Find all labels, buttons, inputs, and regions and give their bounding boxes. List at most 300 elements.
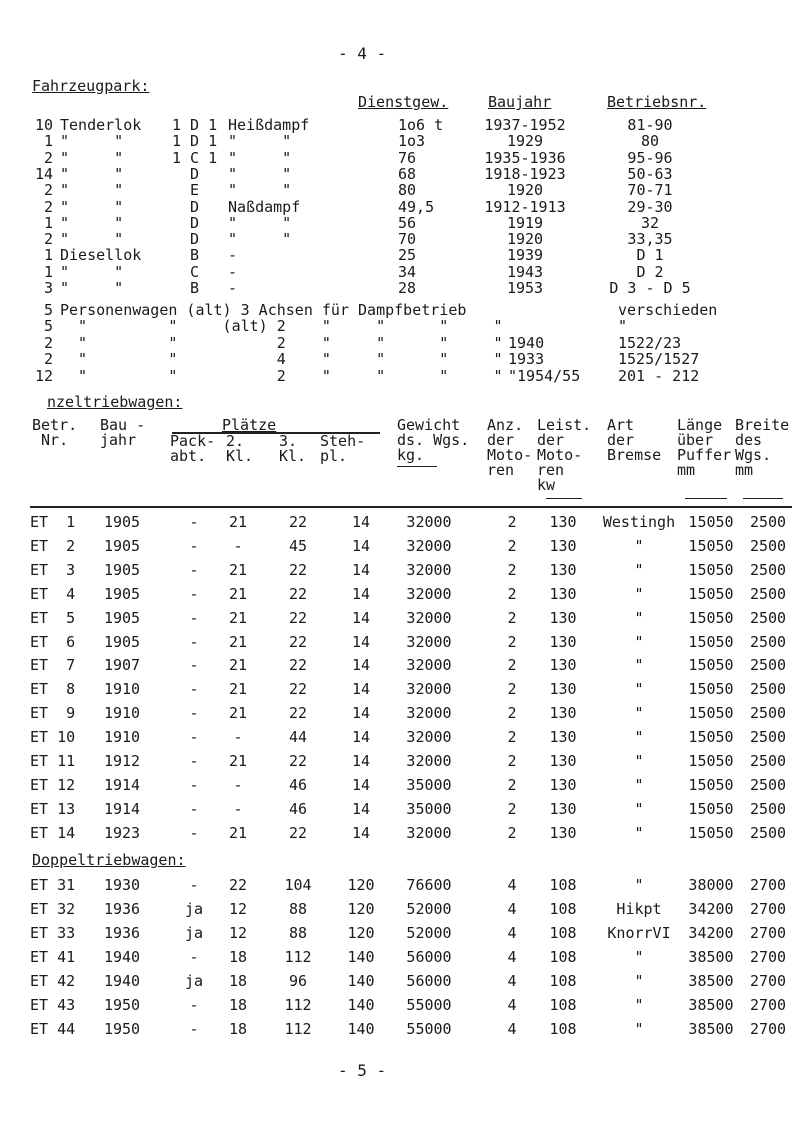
fleet-row-count: 2 xyxy=(43,197,53,216)
railcar-cell-motors: 2 xyxy=(507,608,517,627)
railcar-cell-weight: 32000 xyxy=(406,680,452,699)
railcar-cell-year: 1907 xyxy=(103,656,141,675)
fleet-row-numbers: D 3 - D 5 xyxy=(609,279,691,297)
railcar-cell-weight: 32000 xyxy=(406,608,452,627)
fleet-row-weight: 25 xyxy=(398,246,417,265)
fleet-row-wheel: 1 D 1 xyxy=(172,132,218,151)
railcar-cell-motors: 2 xyxy=(507,752,517,770)
fleet-row-count: 3 xyxy=(43,279,53,297)
double-railcar-cell-width: 2700 xyxy=(749,924,787,942)
double-railcar-cell-pack: - xyxy=(189,1020,199,1038)
railcar-cell-cl3: 22 xyxy=(288,513,308,531)
railcar-cell-pack: - xyxy=(189,632,199,651)
double-railcar-cell-weight: 52000 xyxy=(406,924,452,942)
railcar-cell-brake: " xyxy=(634,632,644,651)
railcar-cell-cl3: 45 xyxy=(288,536,308,555)
railcar-cell-power: 130 xyxy=(549,680,577,699)
railcar-cell-stand: 14 xyxy=(351,704,371,723)
railcar-cell-length: 15050 xyxy=(688,536,734,555)
double-railcar-cell-cl3: 104 xyxy=(284,876,312,894)
double-railcar-cell-cl2: 12 xyxy=(228,924,248,942)
double-railcar-cell-power: 108 xyxy=(549,996,577,1014)
fleet-row-wheel: E xyxy=(172,181,200,200)
double-railcar-cell-pack: ja xyxy=(184,900,204,918)
fleet-row-count: 14 xyxy=(34,164,53,183)
railcar-cell-year: 1905 xyxy=(103,513,141,531)
railcar-cell-pack: - xyxy=(189,560,199,579)
fleet-row-year: 1920 xyxy=(506,230,544,249)
coach-row-year: 1933 xyxy=(508,350,545,369)
fleet-row-type: Tenderlok xyxy=(60,116,142,134)
railcar-cell-weight: 32000 xyxy=(406,728,452,747)
coach-row-count: 5 xyxy=(43,301,53,319)
double-railcar-cell-weight: 52000 xyxy=(406,900,452,918)
railcar-cell-pack: - xyxy=(189,584,199,603)
railcar-cell-stand: 14 xyxy=(351,752,371,770)
fleet-row-type: Diesellok xyxy=(60,246,142,265)
railcar-cell-year: 1914 xyxy=(103,799,141,818)
double-railcar-cell-cl2: 12 xyxy=(228,900,248,918)
railcar-cell-cl3: 22 xyxy=(288,704,308,723)
railcar-cell-stand: 14 xyxy=(351,656,371,675)
railcar-cell-motors: 2 xyxy=(507,656,517,675)
railcar-cell-length: 15050 xyxy=(688,680,734,699)
railcar-cell-nr: ET 1 xyxy=(30,513,76,531)
railcar-cell-motors: 2 xyxy=(507,513,517,531)
railcar-cell-power: 130 xyxy=(549,823,577,842)
railcar-cell-nr: ET 12 xyxy=(30,775,76,794)
fleet-row-weight: 28 xyxy=(398,279,417,297)
double-railcar-cell-pack: - xyxy=(189,876,199,894)
railcar-cell-width: 2500 xyxy=(749,536,787,555)
railcar-cell-nr: ET 5 xyxy=(30,608,76,627)
double-railcar-cell-brake: " xyxy=(634,948,644,966)
railcar-cell-year: 1914 xyxy=(103,775,141,794)
railcar-cell-cl3: 22 xyxy=(288,560,308,579)
coach-row-count: 2 xyxy=(43,333,53,352)
railcar-cell-weight: 32000 xyxy=(406,632,452,651)
railcar-cell-weight: 32000 xyxy=(406,560,452,579)
coach-row-year: 1940 xyxy=(508,333,545,352)
railcar-cell-weight: 32000 xyxy=(406,536,452,555)
fleet-row-numbers: 80 xyxy=(640,132,660,151)
railcar-cell-cl3: 46 xyxy=(288,775,308,794)
railcar-cell-year: 1905 xyxy=(103,584,141,603)
fleet-row-year: 1937-1952 xyxy=(484,116,566,134)
railcar-cell-year: 1910 xyxy=(103,704,141,723)
railcar-cell-width: 2500 xyxy=(749,608,787,627)
railcar-cell-year: 1923 xyxy=(103,823,141,842)
coach-row-text: " " 2 " " " " xyxy=(60,366,503,385)
header-breite-unit-rule xyxy=(743,498,783,499)
double-railcar-cell-cl3: 112 xyxy=(284,1020,312,1038)
railcar-cell-length: 15050 xyxy=(688,513,734,531)
railcar-cell-width: 2500 xyxy=(749,632,787,651)
railcar-cell-year: 1910 xyxy=(103,728,141,747)
railcar-cell-power: 130 xyxy=(549,799,577,818)
railcar-cell-cl2: 21 xyxy=(228,584,248,603)
railcar-cell-motors: 2 xyxy=(507,560,517,579)
railcar-cell-pack: - xyxy=(189,608,199,627)
railcar-cell-power: 130 xyxy=(549,632,577,651)
double-railcar-cell-cl3: 112 xyxy=(284,996,312,1014)
coach-row-text: " " 2 " " " " xyxy=(60,333,503,352)
fleet-row-type: " " xyxy=(60,262,124,281)
railcar-cell-motors: 2 xyxy=(507,823,517,842)
railcar-cell-pack: - xyxy=(189,704,199,723)
double-railcar-cell-stand: 120 xyxy=(347,876,375,894)
fleet-row-wheel: B xyxy=(172,279,200,297)
railcar-cell-cl3: 22 xyxy=(288,823,308,842)
railcar-cell-brake: " xyxy=(634,728,644,747)
double-railcar-cell-length: 34200 xyxy=(688,900,734,918)
railcar-cell-power: 130 xyxy=(549,513,577,531)
railcar-cell-length: 15050 xyxy=(688,704,734,723)
header-laenge-unit-rule xyxy=(685,498,727,499)
railcar-cell-length: 15050 xyxy=(688,775,734,794)
railcar-cell-brake: " xyxy=(634,775,644,794)
header-3kl: 3. Kl. xyxy=(279,432,307,465)
railcar-cell-pack: - xyxy=(189,728,199,747)
railcar-cell-year: 1905 xyxy=(103,632,141,651)
double-railcar-cell-brake: " xyxy=(634,876,644,894)
railcar-cell-brake: " xyxy=(634,823,644,842)
header-leistung: Leist. der Moto- ren kw xyxy=(537,416,592,494)
double-railcar-cell-nr: ET 43 xyxy=(30,996,76,1014)
fleet-row-weight: 68 xyxy=(398,164,417,183)
railcar-cell-weight: 35000 xyxy=(406,799,452,818)
fleet-row-kind: " " xyxy=(228,213,292,232)
fleet-row-weight: 49,5 xyxy=(398,197,435,216)
railcar-cell-motors: 2 xyxy=(507,775,517,794)
coach-row-count: 2 xyxy=(43,350,53,369)
railcar-cell-weight: 32000 xyxy=(406,656,452,675)
double-railcar-cell-year: 1936 xyxy=(103,924,141,942)
double-railcar-cell-year: 1950 xyxy=(103,1020,141,1038)
header-bottom-rule xyxy=(30,506,792,508)
fleet-row-numbers: 70-71 xyxy=(627,181,673,200)
railcar-cell-power: 130 xyxy=(549,536,577,555)
double-railcar-cell-weight: 55000 xyxy=(406,1020,452,1038)
railcar-cell-weight: 32000 xyxy=(406,752,452,770)
railcar-cell-nr: ET 11 xyxy=(30,752,76,770)
railcar-cell-power: 130 xyxy=(549,560,577,579)
railcar-cell-cl2: 21 xyxy=(228,632,248,651)
double-railcar-cell-nr: ET 41 xyxy=(30,948,76,966)
fleet-row-kind: " " xyxy=(228,148,292,167)
railcar-cell-weight: 32000 xyxy=(406,704,452,723)
railcar-cell-cl3: 22 xyxy=(288,632,308,651)
double-railcar-cell-cl2: 18 xyxy=(228,1020,248,1038)
fleet-row-count: 1 xyxy=(43,246,53,265)
fleet-row-kind: " " xyxy=(228,181,292,200)
railcar-cell-nr: ET 9 xyxy=(30,704,76,723)
double-railcar-cell-power: 108 xyxy=(549,948,577,966)
fleet-row-type: " " xyxy=(60,181,124,200)
railcar-cell-cl3: 44 xyxy=(288,728,308,747)
fleet-row-kind: - xyxy=(228,246,238,265)
coach-row-count: 12 xyxy=(34,366,53,385)
fleet-row-weight: 76 xyxy=(398,148,417,167)
railcar-cell-cl2: - xyxy=(233,799,243,818)
coach-row-numbers: 201 - 212 xyxy=(618,366,700,385)
double-railcar-cell-brake: " xyxy=(634,972,644,990)
railcar-cell-brake: " xyxy=(634,536,644,555)
railcar-cell-brake: " xyxy=(634,560,644,579)
fleet-row-type: " " xyxy=(60,197,124,216)
fleet-row-year: 1912-1913 xyxy=(484,197,566,216)
header-motoren: Anz. der Moto- ren xyxy=(487,416,533,479)
double-railcar-cell-length: 38500 xyxy=(688,996,734,1014)
railcar-cell-motors: 2 xyxy=(507,799,517,818)
railcar-cell-nr: ET 4 xyxy=(30,584,76,603)
fleet-row-weight: 1o3 xyxy=(398,132,426,151)
railcar-cell-brake: " xyxy=(634,656,644,675)
double-railcar-cell-stand: 140 xyxy=(347,972,375,990)
coach-row-text: " " (alt) 2 " " " " xyxy=(60,317,503,336)
railcar-cell-stand: 14 xyxy=(351,560,371,579)
fleet-row-weight: 1o6 t xyxy=(398,116,444,134)
double-railcar-cell-cl3: 112 xyxy=(284,948,312,966)
header-gewicht-unit-rule xyxy=(397,466,437,467)
coach-row-numbers: 1522/23 xyxy=(618,333,682,352)
fleet-row-wheel: 1 C 1 xyxy=(172,148,218,167)
coach-row-count: 5 xyxy=(43,317,53,336)
railcar-cell-power: 130 xyxy=(549,752,577,770)
double-railcar-cell-cl2: 18 xyxy=(228,996,248,1014)
double-railcar-cell-pack: - xyxy=(189,996,199,1014)
railcar-cell-stand: 14 xyxy=(351,728,371,747)
railcar-cell-cl2: - xyxy=(233,775,243,794)
railcar-cell-cl3: 22 xyxy=(288,680,308,699)
railcar-cell-pack: - xyxy=(189,752,199,770)
double-railcar-cell-motors: 4 xyxy=(507,876,517,894)
railcar-cell-cl3: 22 xyxy=(288,584,308,603)
railcar-cell-pack: - xyxy=(189,680,199,699)
railcar-cell-width: 2500 xyxy=(749,728,787,747)
fleet-row-kind: " " xyxy=(228,164,292,183)
railcar-cell-brake: " xyxy=(634,752,644,770)
double-railcar-cell-stand: 140 xyxy=(347,996,375,1014)
railcar-cell-year: 1912 xyxy=(103,752,141,770)
railcar-cell-year: 1905 xyxy=(103,536,141,555)
railcar-cell-cl2: - xyxy=(233,728,243,747)
railcar-cell-nr: ET 8 xyxy=(30,680,76,699)
railcar-cell-length: 15050 xyxy=(688,752,734,770)
railcar-cell-year: 1905 xyxy=(103,608,141,627)
double-railcar-cell-pack: - xyxy=(189,948,199,966)
header-breite: Breite des Wgs. mm xyxy=(735,416,790,479)
fleet-row-numbers: 29-30 xyxy=(627,197,673,216)
railcar-cell-power: 130 xyxy=(549,704,577,723)
double-railcar-cell-nr: ET 42 xyxy=(30,972,76,990)
double-railcar-cell-year: 1940 xyxy=(103,972,141,990)
double-railcar-cell-nr: ET 31 xyxy=(30,876,76,894)
header-plaetze: Plätze xyxy=(222,416,277,434)
fleet-row-count: 2 xyxy=(43,148,53,167)
double-railcar-cell-power: 108 xyxy=(549,972,577,990)
fleet-row-numbers: 50-63 xyxy=(627,164,673,183)
fleet-row-year: 1918-1923 xyxy=(484,164,566,183)
fleet-row-wheel: D xyxy=(172,197,200,216)
railcar-cell-pack: - xyxy=(189,536,199,555)
double-railcar-cell-nr: ET 44 xyxy=(30,1020,76,1038)
page-number-bottom: - 5 - xyxy=(338,1061,387,1080)
double-railcar-cell-stand: 140 xyxy=(347,948,375,966)
railcar-cell-cl2: 21 xyxy=(228,608,248,627)
railcar-cell-motors: 2 xyxy=(507,536,517,555)
coach-row-text: " " 4 " " " " xyxy=(60,350,503,369)
railcar-cell-length: 15050 xyxy=(688,608,734,627)
fleet-row-kind: Naßdampf xyxy=(228,197,301,216)
double-railcar-cell-weight: 76600 xyxy=(406,876,452,894)
double-railcar-cell-weight: 55000 xyxy=(406,996,452,1014)
fleet-row-numbers: D 1 xyxy=(636,246,664,265)
fleet-row-count: 2 xyxy=(43,181,53,200)
railcar-cell-stand: 14 xyxy=(351,775,371,794)
fleet-row-year: 1929 xyxy=(506,132,544,151)
fleet-row-count: 1 xyxy=(43,213,53,232)
railcar-cell-stand: 14 xyxy=(351,680,371,699)
railcar-cell-weight: 32000 xyxy=(406,823,452,842)
fleet-row-type: " " xyxy=(60,230,124,249)
railcar-cell-length: 15050 xyxy=(688,584,734,603)
fleet-row-numbers: 33,35 xyxy=(627,230,673,249)
railcar-cell-brake: " xyxy=(634,608,644,627)
fleet-row-numbers: 81-90 xyxy=(627,116,673,134)
railcar-cell-cl2: 21 xyxy=(228,752,248,770)
railcar-cell-nr: ET 13 xyxy=(30,799,76,818)
fleet-row-type: " " xyxy=(60,279,124,297)
fleet-row-numbers: 95-96 xyxy=(627,148,673,167)
double-railcar-cell-width: 2700 xyxy=(749,996,787,1014)
double-railcar-cell-brake: " xyxy=(634,996,644,1014)
railcar-cell-motors: 2 xyxy=(507,632,517,651)
railcar-cell-cl2: 21 xyxy=(228,823,248,842)
double-railcar-cell-cl3: 96 xyxy=(288,972,308,990)
railcar-cell-power: 130 xyxy=(549,728,577,747)
header-bremse: Art der Bremse xyxy=(607,416,662,464)
double-railcar-cell-brake: KnorrVI xyxy=(607,924,671,942)
fleet-row-type: " " xyxy=(60,132,124,151)
railcar-cell-width: 2500 xyxy=(749,752,787,770)
railcar-cell-weight: 32000 xyxy=(406,584,452,603)
double-railcar-cell-length: 38500 xyxy=(688,948,734,966)
header-betr-nr: Betr. Nr. xyxy=(32,416,78,449)
railcar-cell-width: 2500 xyxy=(749,656,787,675)
railcar-cell-year: 1910 xyxy=(103,680,141,699)
double-railcar-cell-length: 38500 xyxy=(688,972,734,990)
railcar-cell-stand: 14 xyxy=(351,608,371,627)
railcar-cell-motors: 2 xyxy=(507,728,517,747)
fleet-row-weight: 34 xyxy=(398,262,417,281)
railcar-cell-stand: 14 xyxy=(351,536,371,555)
double-railcar-cell-year: 1940 xyxy=(103,948,141,966)
header-baujahr: Bau - jahr xyxy=(100,416,146,449)
railcar-cell-pack: - xyxy=(189,513,199,531)
fleet-row-kind: " " xyxy=(228,132,292,151)
double-railcar-cell-weight: 56000 xyxy=(406,972,452,990)
railcar-cell-stand: 14 xyxy=(351,632,371,651)
double-railcar-cell-width: 2700 xyxy=(749,972,787,990)
railcar-cell-stand: 14 xyxy=(351,799,371,818)
railcar-cell-pack: - xyxy=(189,799,199,818)
fleet-row-year: 1919 xyxy=(506,213,544,232)
fleet-row-wheel: C xyxy=(172,262,200,281)
header-leistung-unit-rule xyxy=(546,498,582,499)
fleet-row-numbers: D 2 xyxy=(636,262,664,281)
railcar-cell-cl2: 21 xyxy=(228,560,248,579)
coach-row-year: "1954/55 xyxy=(508,366,581,385)
double-railcar-cell-year: 1950 xyxy=(103,996,141,1014)
railcar-cell-stand: 14 xyxy=(351,513,371,531)
railcar-cell-brake: Westingh xyxy=(602,513,676,531)
double-railcar-cell-motors: 4 xyxy=(507,948,517,966)
railcar-cell-stand: 14 xyxy=(351,823,371,842)
railcar-cell-width: 2500 xyxy=(749,775,787,794)
double-railcar-cell-power: 108 xyxy=(549,876,577,894)
double-railcar-cell-power: 108 xyxy=(549,900,577,918)
coach-row-numbers: verschieden xyxy=(618,301,718,319)
railcar-cell-cl3: 22 xyxy=(288,656,308,675)
double-railcar-cell-stand: 120 xyxy=(347,900,375,918)
double-railcar-cell-motors: 4 xyxy=(507,924,517,942)
railcar-cell-brake: " xyxy=(634,704,644,723)
railcar-cell-width: 2500 xyxy=(749,704,787,723)
fleet-heading: Fahrzeugpark: xyxy=(32,77,150,95)
header-pack: Pack- abt. xyxy=(170,432,216,465)
col-header-weight: Dienstgew. xyxy=(358,93,449,111)
double-railcar-cell-power: 108 xyxy=(549,924,577,942)
railcar-cell-motors: 2 xyxy=(507,584,517,603)
railcar-cell-cl2: 21 xyxy=(228,680,248,699)
fleet-row-weight: 56 xyxy=(398,213,417,232)
railcar-cell-brake: " xyxy=(634,799,644,818)
railcar-cell-cl3: 22 xyxy=(288,608,308,627)
fleet-row-wheel: D xyxy=(172,213,200,232)
double-railcar-cell-width: 2700 xyxy=(749,900,787,918)
header-2kl: 2. Kl. xyxy=(226,432,254,465)
double-railcar-cell-motors: 4 xyxy=(507,996,517,1014)
railcar-cell-brake: " xyxy=(634,584,644,603)
fleet-row-count: 1 xyxy=(43,262,53,281)
railcar-cell-nr: ET 7 xyxy=(30,656,76,675)
railcar-cell-weight: 32000 xyxy=(406,513,452,531)
railcar-cell-cl2: 21 xyxy=(228,656,248,675)
fleet-row-wheel: B xyxy=(172,246,200,265)
fleet-row-weight: 70 xyxy=(398,230,417,249)
double-railcar-cell-width: 2700 xyxy=(749,948,787,966)
fleet-row-wheel: 1 D 1 xyxy=(172,116,218,134)
railcar-cell-width: 2500 xyxy=(749,513,787,531)
double-railcar-cell-cl2: 18 xyxy=(228,948,248,966)
fleet-row-year: 1943 xyxy=(506,262,544,281)
double-railcar-cell-stand: 120 xyxy=(347,924,375,942)
fleet-row-count: 1 xyxy=(43,132,53,151)
railcar-cell-nr: ET 2 xyxy=(30,536,76,555)
coach-row-numbers: 1525/1527 xyxy=(618,350,700,369)
railcar-cell-pack: - xyxy=(189,656,199,675)
railcar-cell-width: 2500 xyxy=(749,560,787,579)
double-railcar-cell-nr: ET 33 xyxy=(30,924,76,942)
double-railcar-cell-motors: 4 xyxy=(507,900,517,918)
header-gewicht: Gewicht ds. Wgs. kg. xyxy=(397,416,470,464)
double-railcar-cell-cl2: 18 xyxy=(228,972,248,990)
railcar-cell-weight: 35000 xyxy=(406,775,452,794)
railcar-cell-width: 2500 xyxy=(749,823,787,842)
col-header-year: Baujahr xyxy=(488,93,552,111)
fleet-row-type: " " xyxy=(60,148,124,167)
